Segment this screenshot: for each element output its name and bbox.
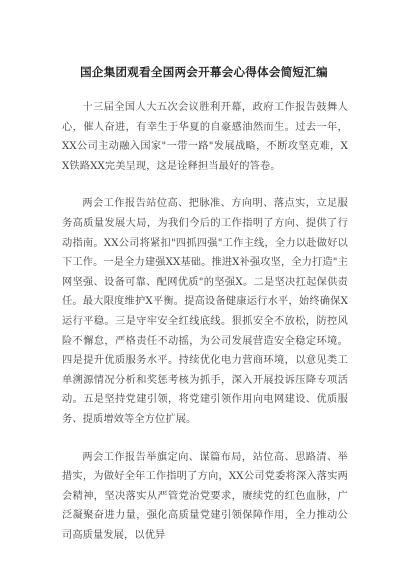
document-title: 国企集团观看全国两会开幕会心得体会简短汇编 — [80, 65, 328, 79]
paragraph-3: 两会工作报告举旗定向、谋篇布局，站位高、思路清、举措实，为做好全年工作指明了方向，XX公司党委将深入落实两会精神，坚决落实从严管党治党要求，赓续党的红色血脉，广泛凝聚奋进力量，强化高质量党建引领保障作用，全力推动公司高质量发展，以优异 — [62, 451, 348, 541]
paragraph-1: 十三届全国人大五次会议胜利开幕，政府工作报告鼓舞人心，催人奋进，有幸生于华夏的自豪感油然而生。过去一年，XX公司主动融入国家"一带一路"发展战略，不断攻坚克难，XX铁路XX完美呈现，这是诠释担当最好的答卷。 — [62, 102, 348, 172]
document-body — [62, 98, 348, 563]
paragraph-2: 两会工作报告站位高、把脉准、方向明、落点实，立足服务高质量发展大局，为我们今后的工作指明了方向、提供了行动指南。XX公司将紧扣"四抓四强"工作主线，全力以赴做好以下工作。一是全力建强XX基础。推进X补强攻坚，全力打造"主网坚强、设备可靠、配网优质"的坚强X。二是坚决扛起保供责任。最大限度维护X平衡。提高设备健康运行水平，始终确保X运行平稳。三是守牢安全红线底线。狠抓安全不放松，防控风险不懈怠，严格责任不动摇，为公司发展营造安全稳定环境。四是提升优质服务水平。持续优化电力营商环境，以意见类工单溯源情况分析和奖惩考核为抓手，深入开展投诉压降专项活动。五是坚持党建引领，将党建引领作用向电网建设、优质服务、提质增效等全方位扩展。 — [62, 198, 348, 425]
